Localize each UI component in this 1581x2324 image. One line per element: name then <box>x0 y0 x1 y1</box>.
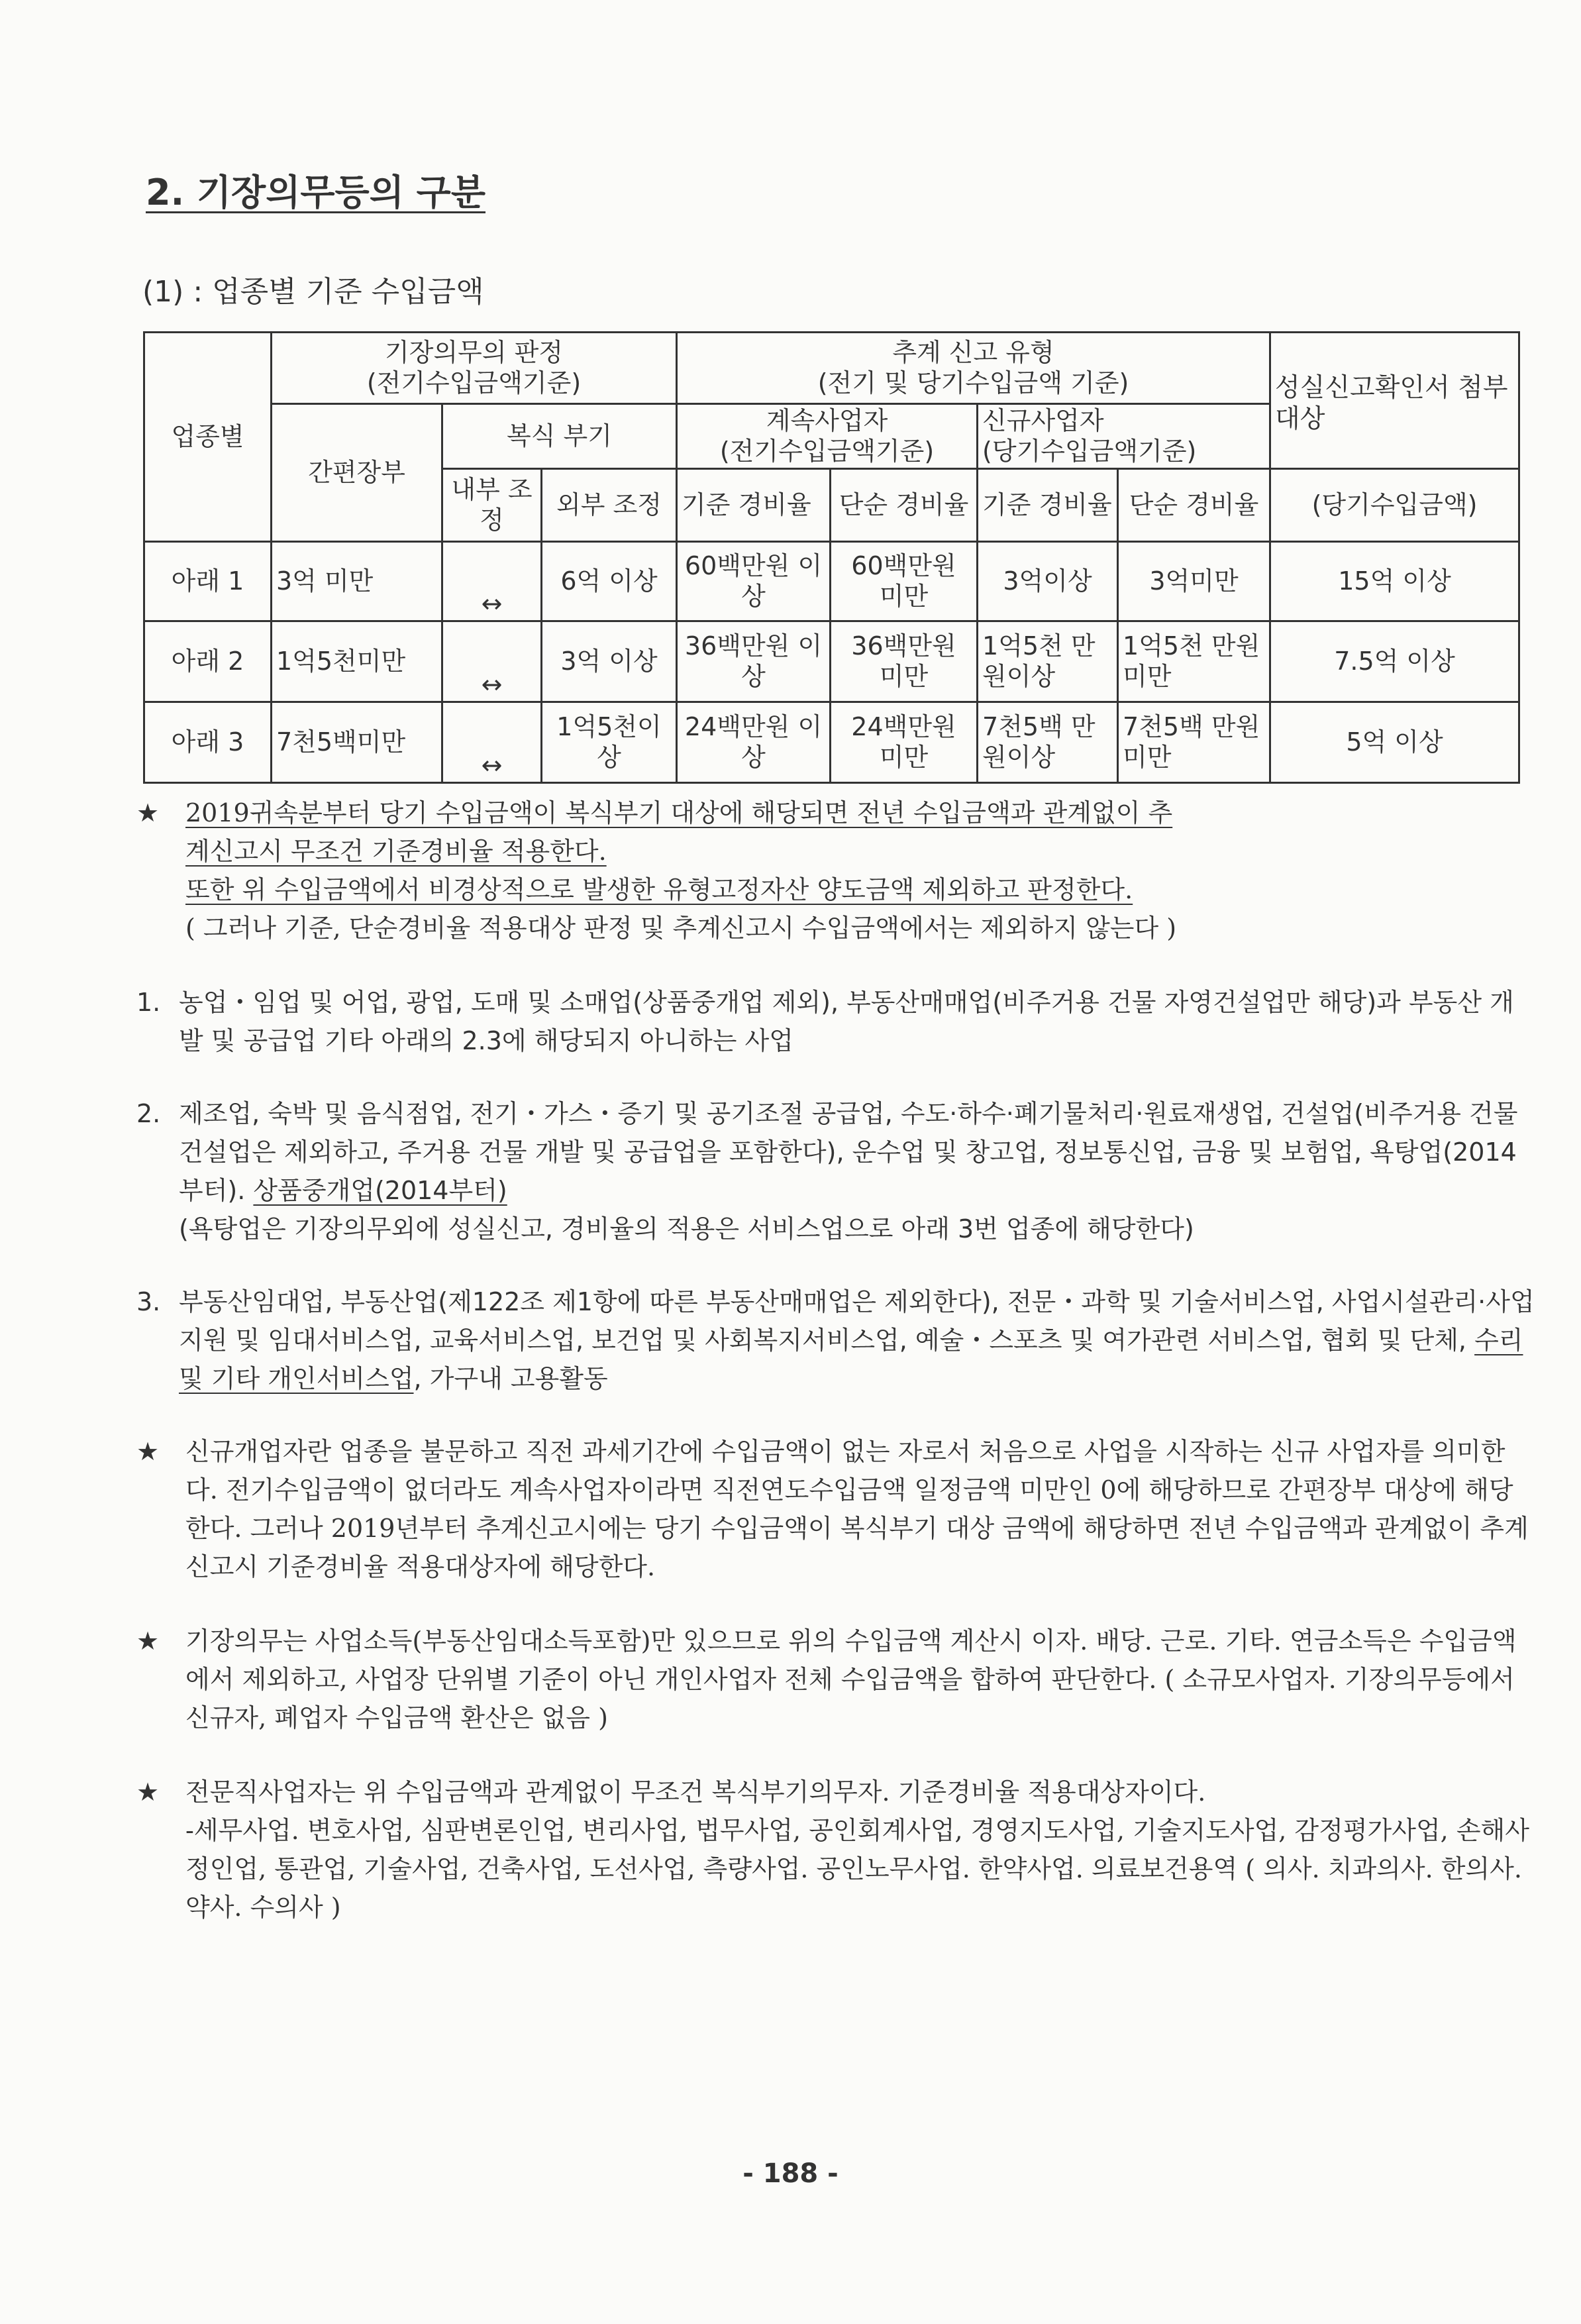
industry-item-2: 2. 제조업, 숙박 및 음식점업, 전기・가스・증기 및 공기조절 공급업, 수도·하수·폐기물처리·원료재생업, 건설업(비주거용 건물 건설업은 제외하고, 주거용 건물 개발 및 공급업을 포함한다), 운수업 및 창고업, 정보통신업, 금융 및 보험업, 욕탕업(2014부터). 상품중개업(2014부터) (욕탕업은 기장의무외에 성실신고, 경비율의 적용은 서비스업으로 아래 3번 업종에 해당한다) <box>136 1099 1518 1243</box>
star-icon: ★ <box>136 1437 160 1466</box>
industry-item-1: 1. 농업・임업 및 어업, 광업, 도매 및 소매업(상품중개업 제외), 부동산매매업(비주거용 건물 자영건설업만 해당)과 부동산 개발 및 공급업 기타 아래의 2.3에 해당되지 아니하는 사업 <box>136 988 1514 1055</box>
header-internal: 내부 조정 <box>442 469 542 542</box>
header-cont-standard-rate: 기준 경비율 <box>677 469 831 542</box>
header-double-entry: 복식 부기 <box>442 404 677 469</box>
double-arrow-icon: ↔ <box>442 542 542 621</box>
table-row: 아래 1 3억 미만 ↔ 6억 이상 60백만원 이상 60백만원 미만 3억이상 3억미만 15억 이상 <box>144 542 1519 621</box>
table-row: 아래 2 1억5천미만 ↔ 3억 이상 36백만원 이상 36백만원 미만 1억5천 만원이상 1억5천 만원미만 7.5억 이상 <box>144 621 1519 702</box>
section-title: 2. 기장의무등의 구분 <box>146 172 485 213</box>
double-arrow-icon: ↔ <box>442 621 542 702</box>
star-icon: ★ <box>136 1626 160 1656</box>
header-sincere: 성실신고확인서 첨부대상 <box>1270 333 1519 469</box>
note-professional: ★ 전문직사업자는 위 수입금액과 관계없이 무조건 복식부기의무자. 기준경비율 적용대상자이다. -세무사업. 변호사업, 심판변론인업, 변리사업, 법무사업, 공인회계사업, 경영지도사업, 기술지도사업, 감정평가사업, 손해사정인업, 통관업, 기술사업, 건축사업, 도선사업, 측량사업. 공인노무사업. 한약사업. 의료보건용역 ( 의사. 치과의사. 한의사. 약사. 수의사 ) <box>132 1773 1537 1927</box>
header-external: 외부 조정 <box>542 469 677 542</box>
header-new-standard-rate: 기준 경비율 <box>978 469 1118 542</box>
header-new-simple-rate: 단순 경비율 <box>1118 469 1270 542</box>
industry-item-3: 3. 부동산임대업, 부동산업(제122조 제1항에 따른 부동산매매업은 제외한다), 전문・과학 및 기술서비스업, 사업시설관리·사업지원 및 임대서비스업, 교육서비스업, 보건업 및 사회복지서비스업, 예술・스포츠 및 여가관련 서비스업, 협회 및 단체, 수리및 기타 개인서비스업, 가구내 고용활동 <box>136 1287 1535 1393</box>
star-icon: ★ <box>136 1777 160 1807</box>
header-sincere-sub: (당기수입금액) <box>1270 469 1519 542</box>
star-icon: ★ <box>136 798 160 827</box>
table-row: 아래 3 7천5백미만 ↔ 1억5천이상 24백만원 이상 24백만원 미만 7천5백 만원이상 7천5백 만원미만 5억 이상 <box>144 702 1519 783</box>
header-continuing: 계속사업자 (전기수입금액기준) <box>677 404 978 469</box>
header-simple-books: 간편장부 <box>272 404 442 542</box>
note-2019-rule: ★ 2019귀속분부터 당기 수입금액이 복식부기 대상에 해당되면 전년 수입금액과 관계없이 추 계신고시 무조건 기준경비율 적용한다. 또한 위 수입금액에서 비경상적으로 발생한 유형고정자산 양도금액 제외하고 판정한다. ( 그러나 기준, 단순경비율 적용대상 판정 및 추계신고시 수입금액에서는 제외하지 않는다 ) <box>132 794 1537 947</box>
header-bookkeeping: 기장의무의 판정 (전기수입금액기준) <box>272 333 677 404</box>
subtitle: (1) : 업종별 기준 수입금액 <box>142 275 484 309</box>
notes-section <box>132 794 1537 1962</box>
header-new: 신규사업자 (당기수입금액기준) <box>978 404 1270 469</box>
revenue-criteria-table <box>143 331 1520 784</box>
note-new-business: ★ 신규개업자란 업종을 불문하고 직전 과세기간에 수입금액이 없는 자로서 처음으로 사업을 시작하는 신규 사업자를 의미한다. 전기수입금액이 없더라도 계속사업자이라면 직전연도수입금액 일정금액 미만인 0에 해당하므로 간편장부 대상에 해당한다. 그러나 2019년부터 추계신고시에는 당기 수입금액이 복식부기 대상 금액에 해당하면 전년 수입금액과 관계없이 추계 신고시 기준경비율 적용대상자에 해당한다. <box>132 1432 1537 1586</box>
header-industry: 업종별 <box>144 333 272 542</box>
note-bookkeeping-income: ★ 기장의무는 사업소득(부동산임대소득포함)만 있으므로 위의 수입금액 계산시 이자. 배당. 근로. 기타. 연금소득은 수입금액에서 제외하고, 사업장 단위별 기준이 아닌 개인사업자 전체 수입금액을 합하여 판단한다. ( 소규모사업자. 기장의무등에서 신규자, 폐업자 수입금액 환산은 없음 ) <box>132 1622 1537 1737</box>
page-number: - 188 - <box>742 2158 839 2189</box>
header-estimate: 추계 신고 유형 (전기 및 당기수입금액 기준) <box>677 333 1270 404</box>
double-arrow-icon: ↔ <box>442 702 542 783</box>
header-cont-simple-rate: 단순 경비율 <box>831 469 978 542</box>
